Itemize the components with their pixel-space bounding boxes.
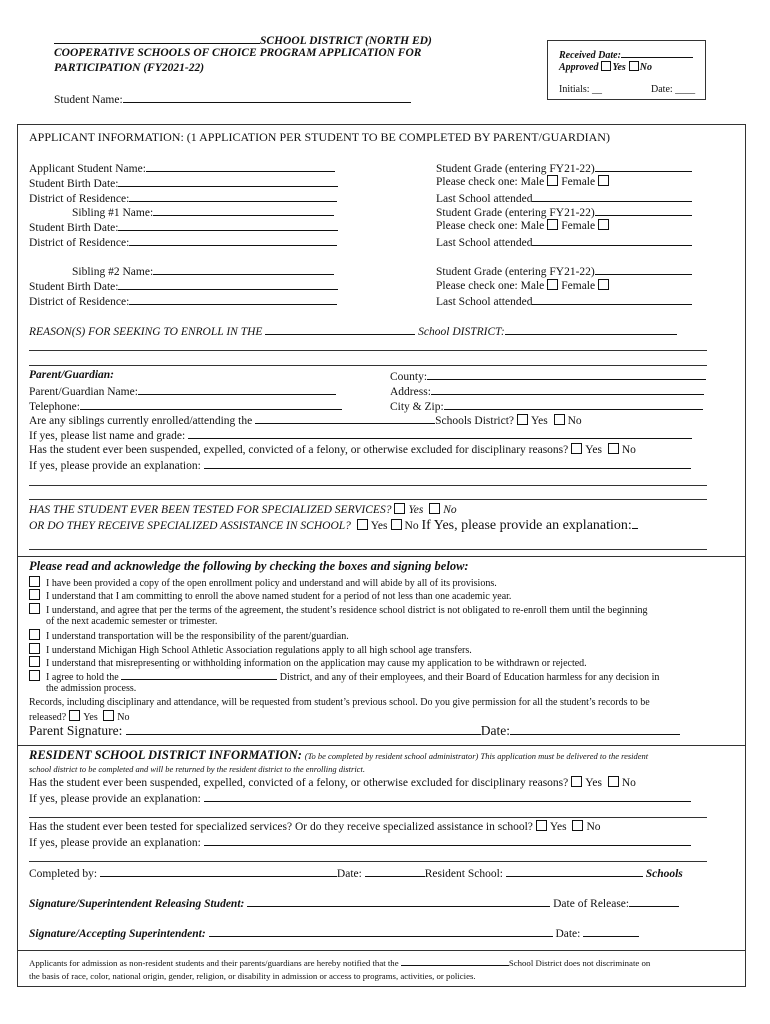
ack-1-checkbox[interactable] (29, 576, 40, 587)
sibling2-female-label: Female (561, 280, 596, 292)
ack-4-text: I understand transportation will be the responsibility of the parent/guardian. (46, 631, 349, 642)
released-yes-checkbox[interactable] (69, 710, 80, 721)
sibling1-grade-label: Student Grade (entering FY21-22) (436, 207, 595, 219)
ack-5-checkbox[interactable] (29, 643, 40, 654)
approved-no-label: No (639, 62, 653, 73)
ack-item-6 (29, 656, 587, 669)
sibling1-last-school-field[interactable] (532, 235, 692, 246)
siblings-row (29, 413, 582, 427)
female-checkbox[interactable] (598, 175, 609, 186)
reason-line-3[interactable] (29, 365, 707, 366)
assist-question: OR DO THEY RECEIVE SPECIALIZED ASSISTANCE IN SCHOOL? (29, 520, 351, 532)
district-field[interactable] (129, 191, 337, 202)
resident-tested-yes-label: Yes (549, 821, 567, 833)
assist-line-2[interactable] (29, 549, 707, 550)
form-title-line1: COOPERATIVE SCHOOLS OF CHOICE PROGRAM APPLICATION FOR (54, 47, 422, 59)
accepting-date-label: Date: (555, 928, 581, 940)
resident-suspended-yes-checkbox[interactable] (571, 776, 582, 787)
completed-date-field[interactable] (365, 866, 425, 877)
resident-explain-row (29, 791, 691, 805)
ack-1-text: I have been provided a copy of the open enrollment policy and understand and will abide by all of its provisions. (46, 578, 497, 589)
approved-yes-label: Yes (612, 62, 626, 73)
released-no-label: No (117, 712, 130, 723)
tested-no-checkbox[interactable] (429, 503, 440, 514)
student-name-field[interactable] (123, 92, 411, 103)
resident-explain-line-2[interactable] (29, 817, 707, 818)
ack-7-text-b: District, and any of their employees, and their Board of Education harmless for any decision in (279, 672, 660, 683)
explain-field[interactable] (204, 458, 691, 469)
suspended-no-checkbox[interactable] (608, 443, 619, 454)
footer-text-1a: Applicants for admission as non-resident students and their parents/guardians are hereby notified that the (29, 958, 399, 968)
sibling2-male-checkbox[interactable] (547, 279, 558, 290)
grade-label: Student Grade (entering FY21-22) (436, 163, 595, 175)
telephone-field[interactable] (80, 399, 342, 410)
resident-explain2-field[interactable] (204, 835, 691, 846)
parent-signature-label: Parent Signature: (29, 723, 123, 738)
county-label: County: (390, 371, 428, 383)
student-name-label: Student Name: (54, 94, 123, 106)
sibling1-gender-label: Please check one: Male (436, 220, 545, 232)
county-field[interactable] (427, 369, 706, 380)
city-zip-field[interactable] (444, 399, 703, 410)
sibling2-field[interactable] (153, 264, 334, 275)
footer-line-2: the basis of race, color, national origin, gender, religion, or disability in admission or access to programs, activities, or policies. (29, 971, 476, 981)
resident-tested-no-label: No (586, 821, 601, 833)
parent-heading: Parent/Guardian: (29, 369, 114, 381)
sibling1-birth-label: Student Birth Date: (29, 222, 119, 234)
released-label: released? (29, 712, 67, 723)
suspended-row (29, 443, 636, 456)
tested-yes-label: Yes (408, 504, 424, 516)
applicant-name-label: Applicant Student Name: (29, 163, 146, 175)
resident-note-2: school district to be completed and will be returned by the resident district to the enrolling district. (29, 764, 365, 774)
released-row (29, 710, 130, 723)
ack-6-checkbox[interactable] (29, 656, 40, 667)
sibling2-birth-label: Student Birth Date: (29, 281, 119, 293)
telephone-label: Telephone: (29, 401, 80, 413)
applicant-name-row (29, 161, 335, 175)
parent-name-row (29, 384, 336, 398)
approved-yes-checkbox[interactable] (601, 61, 611, 71)
last-school-field[interactable] (532, 191, 692, 202)
resident-explain-label: If yes, please provide an explanation: (29, 793, 201, 805)
reason-school-district-label: School DISTRICT: (418, 326, 505, 338)
sibling1-label: Sibling #1 Name: (72, 207, 154, 219)
sig-accepting-row (29, 926, 639, 940)
sibling1-grade-field[interactable] (595, 205, 692, 216)
completed-by-label: Completed by: (29, 868, 98, 880)
released-yes-label: Yes (83, 712, 98, 723)
ack-item-5 (29, 643, 472, 656)
date-release-field[interactable] (629, 896, 679, 907)
ack-4-checkbox[interactable] (29, 629, 40, 640)
approved-row (559, 61, 652, 73)
header-district (54, 33, 432, 47)
district-label: District of Residence: (29, 193, 130, 205)
address-label: Address: (390, 386, 431, 398)
ack-5-text: I understand Michigan High School Athletic Association regulations apply to all high school age transfers. (46, 645, 472, 656)
received-date-row (559, 49, 693, 61)
county-row (390, 369, 706, 383)
list-label: If yes, please list name and grade: (29, 430, 186, 442)
completed-by-row (29, 866, 683, 880)
acknowledge-heading: Please read and acknowledge the following by checking the boxes and signing below: (29, 559, 469, 573)
sibling1-district-label: District of Residence: (29, 237, 130, 249)
ack-7-district-field[interactable] (121, 671, 277, 680)
suspended-yes-checkbox[interactable] (571, 443, 582, 454)
male-checkbox[interactable] (547, 175, 558, 186)
resident-tested-question: Has the student ever been tested for specialized services? Or do they receive specialized assistance in school? (29, 821, 533, 833)
sig-releasing-label: Signature/Superintendent Releasing Student: (29, 898, 245, 910)
birth-date-field[interactable] (118, 176, 338, 187)
reason-label: REASON(S) FOR SEEKING TO ENROLL IN THE (29, 326, 263, 338)
parent-signature-date-field[interactable] (510, 723, 680, 735)
ack-item-4 (29, 629, 349, 642)
city-zip-label: City & Zip: (390, 401, 444, 413)
gender-label: Please check one: Male (436, 176, 545, 188)
sibling1-female-label: Female (561, 220, 596, 232)
reason-row (29, 324, 677, 338)
resident-explain2-row (29, 835, 691, 849)
assist-no-label: No (404, 520, 419, 532)
sibling2-grade-field[interactable] (595, 264, 692, 275)
gender-row (436, 175, 612, 188)
sibling1-field[interactable] (153, 205, 334, 216)
ack-item-7 (29, 670, 659, 683)
form-title-line2: PARTICIPATION (FY2021-22) (54, 62, 205, 74)
explain-row (29, 458, 691, 472)
resident-suspended-question: Has the student ever been suspended, expelled, convicted of a felony, or otherwise excluded for disciplinary reasons? (29, 777, 569, 789)
resident-tested-yes-checkbox[interactable] (536, 820, 547, 831)
sig-accepting-label: Signature/Accepting Superintendent: (29, 928, 206, 940)
reason-district-field[interactable] (265, 324, 415, 335)
district-blank[interactable] (54, 33, 260, 44)
resident-suspended-no-checkbox[interactable] (608, 776, 619, 787)
student-name-row (54, 92, 411, 106)
resident-suspended-no-label: No (621, 777, 636, 789)
ack-7-text: I agree to hold the (46, 672, 119, 683)
sig-releasing-row (29, 896, 679, 910)
siblings-district-field[interactable] (255, 413, 435, 424)
received-date-field[interactable] (621, 49, 693, 58)
footer-district-field[interactable] (401, 958, 509, 966)
ack-7-checkbox[interactable] (29, 670, 40, 681)
sibling2-gender-label: Please check one: Male (436, 280, 545, 292)
assist-yes-checkbox[interactable] (357, 519, 368, 530)
ack-item-2 (29, 589, 511, 602)
ack-2-checkbox[interactable] (29, 589, 40, 600)
suspended-no-label: No (621, 444, 636, 456)
completed-by-field[interactable] (100, 866, 337, 877)
sibling1-district-field[interactable] (129, 235, 337, 246)
date-release-label: Date of Release: (553, 898, 630, 910)
resident-tested-no-checkbox[interactable] (572, 820, 583, 831)
parent-name-field[interactable] (138, 384, 336, 395)
ack-7-text-cont: the admission process. (46, 683, 137, 694)
address-field[interactable] (431, 384, 704, 395)
assist-yes-label: Yes (370, 520, 388, 532)
sibling2-birth-row (29, 279, 338, 293)
siblings-question: Are any siblings currently enrolled/attending the (29, 415, 253, 427)
sibling2-last-school-field[interactable] (532, 294, 692, 305)
ack-item-3 (29, 603, 648, 616)
address-row (390, 384, 704, 398)
sibling2-label: Sibling #2 Name: (72, 266, 154, 278)
last-school-label: Last School attended (436, 193, 533, 205)
tested-question: HAS THE STUDENT EVER BEEN TESTED FOR SPECIALIZED SERVICES? (29, 504, 392, 516)
telephone-row (29, 399, 342, 413)
reason-field[interactable] (505, 324, 677, 335)
records-question: Records, including disciplinary and attendance, will be requested from student’s previous school. Do you give permission for all the student’s records to be (29, 697, 650, 708)
footer-line-1 (29, 958, 650, 968)
sibling1-male-checkbox[interactable] (547, 219, 558, 230)
sibling2-grade-label: Student Grade (entering FY21-22) (436, 266, 595, 278)
sibling2-birth-field[interactable] (118, 279, 338, 290)
resident-note-1: (To be completed by resident school administrator) This application must be delivered to the resident (304, 751, 649, 761)
sibling2-district-field[interactable] (129, 294, 337, 305)
sibling2-district-label: District of Residence: (29, 296, 130, 308)
resident-explain2-line-2[interactable] (29, 861, 707, 862)
explain-line-3[interactable] (29, 499, 707, 500)
approved-no-checkbox[interactable] (629, 61, 639, 71)
ack-item-1 (29, 576, 497, 589)
ack-3-text: I understand, and agree that per the terms of the agreement, the student’s residence school district is not obligated to re-enroll them until the beginning (46, 605, 648, 616)
office-use-box (547, 40, 706, 100)
initials-label: Initials: __ (559, 84, 603, 95)
explain-label: If yes, please provide an explanation: (29, 460, 201, 472)
ack-6-text: I understand that misrepresenting or withholding information on the application may cause my application to be withdrawn or rejected. (46, 658, 587, 669)
resident-tested-row (29, 820, 601, 833)
resident-school-field[interactable] (506, 866, 643, 877)
sibling2-district-row (29, 294, 337, 308)
district-title: SCHOOL DISTRICT (NORTH ED) (260, 35, 432, 47)
sibling1-last-school-row (436, 235, 692, 249)
resident-suspended-row (29, 776, 636, 789)
sig-releasing-field[interactable] (247, 896, 550, 907)
last-school-row (436, 191, 692, 205)
assist-no-checkbox[interactable] (391, 519, 402, 530)
sibling2-gender-row (436, 279, 612, 292)
footer-text-1b: School District does not discriminate on (508, 958, 651, 968)
resident-suspended-yes-label: Yes (585, 777, 602, 789)
sibling1-row (72, 205, 334, 219)
parent-signature-row (29, 723, 680, 739)
completed-date-label: Date: (336, 868, 362, 880)
resident-school-label: Resident School: (424, 868, 503, 880)
resident-explain2-label: If yes, please provide an explanation: (29, 837, 201, 849)
section-divider-2 (17, 745, 746, 746)
resident-heading: RESIDENT SCHOOL DISTRICT INFORMATION: (29, 748, 302, 762)
assist-explain-label: If Yes, please provide an explanation: (421, 518, 632, 533)
sibling2-row (72, 264, 334, 278)
explain-line-2[interactable] (29, 485, 707, 486)
grade-field[interactable] (595, 161, 692, 172)
schools-district-label: Schools District? (435, 415, 515, 427)
assist-row (29, 518, 638, 534)
grade-row (436, 161, 692, 175)
sibling1-gender-row (436, 219, 612, 232)
received-date-label: Received Date: (559, 50, 621, 61)
parent-signature-date-label: Date: (480, 723, 510, 738)
accepting-date-field[interactable] (583, 926, 639, 937)
sibling1-birth-field[interactable] (118, 220, 338, 231)
assist-explain-field[interactable] (632, 518, 638, 529)
tested-row (29, 503, 457, 516)
sibling2-last-school-row (436, 294, 692, 308)
released-no-checkbox[interactable] (103, 710, 114, 721)
sig-accepting-field[interactable] (209, 926, 553, 937)
district-row (29, 191, 337, 205)
birth-date-row (29, 176, 338, 190)
suspended-question: Has the student ever been suspended, expelled, convicted of a felony, or otherwise excluded for disciplinary reasons? (29, 444, 569, 456)
sibling1-female-checkbox[interactable] (598, 219, 609, 230)
section-divider-3 (17, 950, 746, 951)
resident-explain-field[interactable] (204, 791, 691, 802)
office-date-label: Date: ____ (651, 84, 696, 95)
tested-yes-checkbox[interactable] (394, 503, 405, 514)
siblings-yes-checkbox[interactable] (517, 414, 528, 425)
sibling2-female-checkbox[interactable] (598, 279, 609, 290)
tested-no-label: No (443, 504, 457, 516)
siblings-yes-label: Yes (531, 415, 548, 427)
suspended-yes-label: Yes (585, 444, 602, 456)
parent-signature-field[interactable] (126, 723, 481, 735)
sibling1-birth-row (29, 220, 338, 234)
list-field[interactable] (188, 428, 692, 439)
schools-label: Schools (645, 868, 683, 880)
sibling1-last-school-label: Last School attended (436, 237, 533, 249)
ack-2-text: I understand that I am committing to enroll the above named student for a period of not less than one academic year. (46, 591, 512, 602)
ack-3-checkbox[interactable] (29, 603, 40, 614)
sibling1-district-row (29, 235, 337, 249)
sibling2-last-school-label: Last School attended (436, 296, 533, 308)
approved-label: Approved (559, 62, 599, 73)
applicant-name-field[interactable] (146, 161, 335, 172)
resident-heading-row (29, 748, 648, 763)
list-row (29, 428, 692, 442)
female-label: Female (561, 176, 596, 188)
section-divider-1 (17, 556, 746, 557)
city-zip-row (390, 399, 703, 413)
ack-3-text-cont: of the next academic semester or trimester. (46, 616, 218, 627)
siblings-no-checkbox[interactable] (554, 414, 565, 425)
reason-line-2[interactable] (29, 350, 707, 351)
applicant-heading: APPLICANT INFORMATION: (1 APPLICATION PER STUDENT TO BE COMPLETED BY PARENT/GUARDIAN) (29, 130, 610, 144)
sibling1-grade-row (436, 205, 692, 219)
parent-name-label: Parent/Guardian Name: (29, 386, 138, 398)
siblings-no-label: No (567, 415, 582, 427)
birth-date-label: Student Birth Date: (29, 178, 119, 190)
sibling2-grade-row (436, 264, 692, 278)
